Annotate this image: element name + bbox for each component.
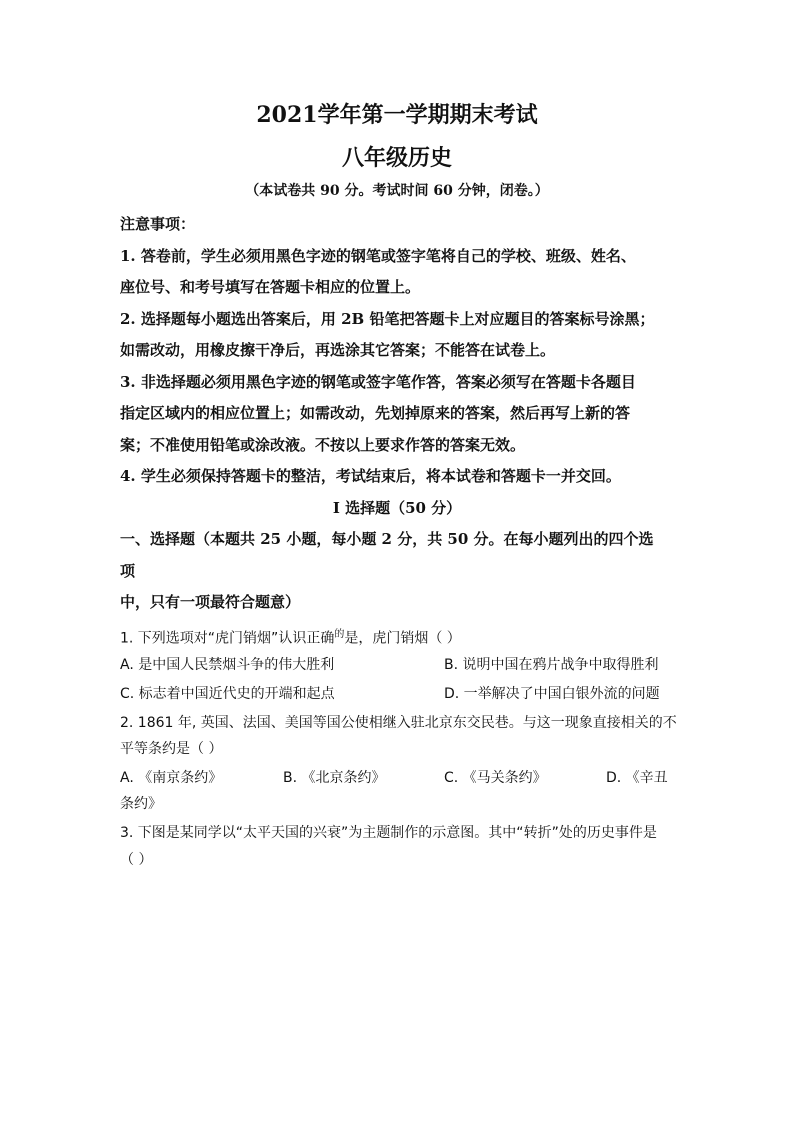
part1-instruction-line-2: 项 (120, 562, 136, 580)
exam-title: 2021学年第一学期期末考试 (256, 102, 538, 128)
notice-3-line-2: 指定区域内的相应位置上；如需改动，先划掉原来的答案，然后再写上新的答 (120, 404, 631, 422)
question-1-stem-part-b: 是，虎门销烟（ ） (344, 630, 461, 647)
question-1-option-b[interactable]: B. 说明中国在鸦片战争中取得胜利 (444, 657, 659, 673)
notice-2-line-2: 如需改动，用橡皮擦干净后，再选涂其它答案；不能答在试卷上。 (120, 341, 556, 359)
question-2-stem-line-2: 平等条约是（ ） (120, 741, 223, 757)
notice-1-line-2: 座位号、和考号填写在答题卡相应的位置上。 (120, 278, 421, 296)
question-2-option-c[interactable]: C. 《马关条约》 (444, 770, 547, 786)
notice-heading: 注意事项： (120, 215, 196, 233)
question-2-option-a[interactable]: A. 《南京条约》 (120, 770, 223, 786)
subject-title: 八年级历史 (341, 145, 452, 171)
question-2-option-b[interactable]: B. 《北京条约》 (283, 770, 386, 786)
question-2-option-d[interactable]: D. 《辛丑 (606, 770, 668, 786)
notice-4-line-1: 4. 学生必须保持答题卡的整洁，考试结束后，将本试卷和答题卡一并交回。 (120, 467, 621, 485)
notice-3-line-1: 3. 非选择题必须用黑色字迹的钢笔或签字笔作答，答案必须写在答题卡各题目 (120, 373, 636, 391)
notice-3-line-3: 案；不准使用铅笔或涂改液。不按以上要求作答的答案无效。 (120, 436, 526, 454)
question-1-option-d[interactable]: D. 一举解决了中国白银外流的问题 (444, 686, 660, 702)
exam-info: （本试卷共 90 分。考试时间 60 分钟，闭卷。） (245, 183, 549, 199)
question-2-stem-line-1: 2. 1861 年, 英国、法国、美国等国公使相继入驻北京东交民巷。与这一现象直接相关的不 (120, 715, 677, 731)
question-1-stem-part-a: 1. 下列选项对“虎门销烟”认识正确 (120, 630, 335, 647)
question-1-option-c[interactable]: C. 标志着中国近代史的开端和起点 (120, 686, 335, 702)
section-title: I 选择题（50 分） (332, 499, 462, 517)
question-3-stem-line-1: 3. 下图是某同学以“太平天国的兴衰”为主题制作的示意图。其中“转折”处的历史事件是 (120, 825, 657, 841)
notice-1-line-1: 1. 答卷前，学生必须用黑色字迹的钢笔或签字笔将自己的学校、班级、姓名、 (120, 247, 636, 265)
question-2-option-d-continued: 条约》 (120, 796, 162, 812)
question-1-option-a[interactable]: A. 是中国人民禁烟斗争的伟大胜利 (120, 657, 335, 673)
question-3-stem-line-2: （ ） (120, 852, 153, 868)
notice-2-line-1: 2. 选择题每小题选出答案后，用 2B 铅笔把答题卡上对应题目的答案标号涂黑； (120, 310, 655, 328)
part1-instruction-line-3: 中，只有一项最符合题意） (120, 593, 301, 611)
question-1-stem (120, 625, 461, 648)
part1-instruction-line-1: 一、选择题（本题共 25 小题，每小题 2 分，共 50 分。在每小题列出的四个选 (120, 530, 654, 548)
question-1-stem-superscript: 的 (334, 629, 345, 640)
